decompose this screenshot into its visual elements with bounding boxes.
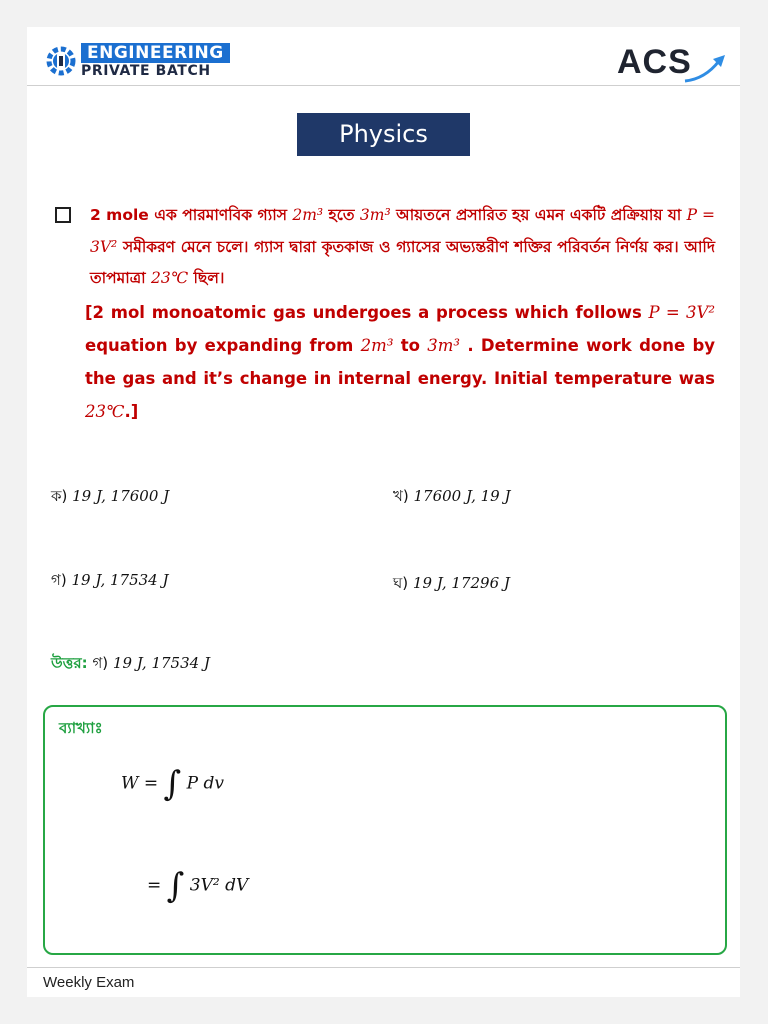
brand-top-text: ENGINEERING [81, 43, 230, 63]
question-bn-text: হতে [323, 206, 360, 224]
answer-line [51, 652, 210, 677]
option-label: ক) [51, 487, 68, 505]
question-en-text: .] [124, 402, 139, 421]
arrow-icon [683, 51, 727, 85]
equation-substitution [147, 866, 249, 906]
exam-page [27, 27, 740, 997]
explanation-box [43, 705, 727, 955]
question-bn-math: 23℃ [151, 269, 189, 287]
equation-work [121, 764, 224, 804]
integral-sign: ∫ [166, 866, 185, 906]
explanation-title: ব্যাখ্যাঃ [59, 719, 103, 737]
footer-text: Weekly Exam [43, 974, 135, 991]
answer-option: গ) [92, 654, 109, 672]
engineering-private-batch-logo [43, 41, 223, 81]
question-bn-math: 3m³ [359, 206, 391, 224]
question-bn-text: 2 mole এক পারমাণবিক গ্যাস [90, 206, 293, 224]
answer-label: উত্তর: [51, 654, 88, 672]
question-en-math: P = 3V² [648, 303, 715, 322]
question-checkbox-icon [55, 207, 71, 223]
integral-sign: ∫ [163, 764, 182, 804]
acs-logo [617, 37, 727, 87]
answer-value: 19 J, 17534 J [112, 654, 210, 672]
equation-lhs: W = [121, 773, 159, 794]
question-bn-math: P = 3V² [90, 206, 716, 256]
question-english [85, 296, 715, 428]
header-divider [27, 85, 740, 86]
equation-lhs: = [147, 875, 162, 896]
question-bn-text: ছিল। [188, 269, 225, 287]
acs-logo-text: ACS [617, 43, 692, 81]
equation-rhs: P dv [186, 773, 224, 794]
option-value: 17600 J, 19 J [413, 487, 511, 505]
option-value: 19 J, 17296 J [412, 574, 510, 592]
question-en-math: 3m³ [427, 336, 461, 355]
option-c[interactable] [51, 569, 169, 594]
question-en-text: . Determine work done by the gas and it’s change in internal energy. Initial temperature was [85, 336, 716, 388]
option-d[interactable] [393, 572, 510, 597]
question-en-math: 2m³ [360, 336, 394, 355]
equation-rhs: 3V² dV [189, 875, 249, 896]
option-value: 19 J, 17534 J [71, 571, 169, 589]
option-label: খ) [393, 487, 409, 505]
question-en-math: 23℃ [85, 402, 125, 421]
option-label: ঘ) [393, 574, 409, 592]
question-bengali [90, 200, 715, 295]
question-en-text: equation by expanding from [85, 336, 361, 355]
footer-divider [27, 967, 740, 968]
question-en-text: to [393, 336, 428, 355]
option-b[interactable] [393, 485, 511, 510]
question-bn-math: 2m³ [292, 206, 324, 224]
option-value: 19 J, 17600 J [72, 487, 170, 505]
subject-banner: Physics [297, 113, 470, 156]
question-bn-text: সমীকরণ মেনে চলে। গ্যাস দ্বারা কৃতকাজ ও গ্যাসের অভ্যন্তরীণ শক্তির পরিবর্তন নির্ণয় কর। আদি তাপমাত্রা [90, 237, 715, 287]
option-label: গ) [51, 571, 67, 589]
question-bn-text: আয়তনে প্রসারিত হয় এমন একটি প্রক্রিয়ায় যা [390, 206, 687, 224]
gear-icon [43, 43, 79, 79]
option-a[interactable] [51, 485, 169, 510]
question-en-text: [2 mol monoatomic gas undergoes a process which follows [85, 303, 649, 322]
brand-bottom-text: PRIVATE BATCH [81, 63, 211, 79]
